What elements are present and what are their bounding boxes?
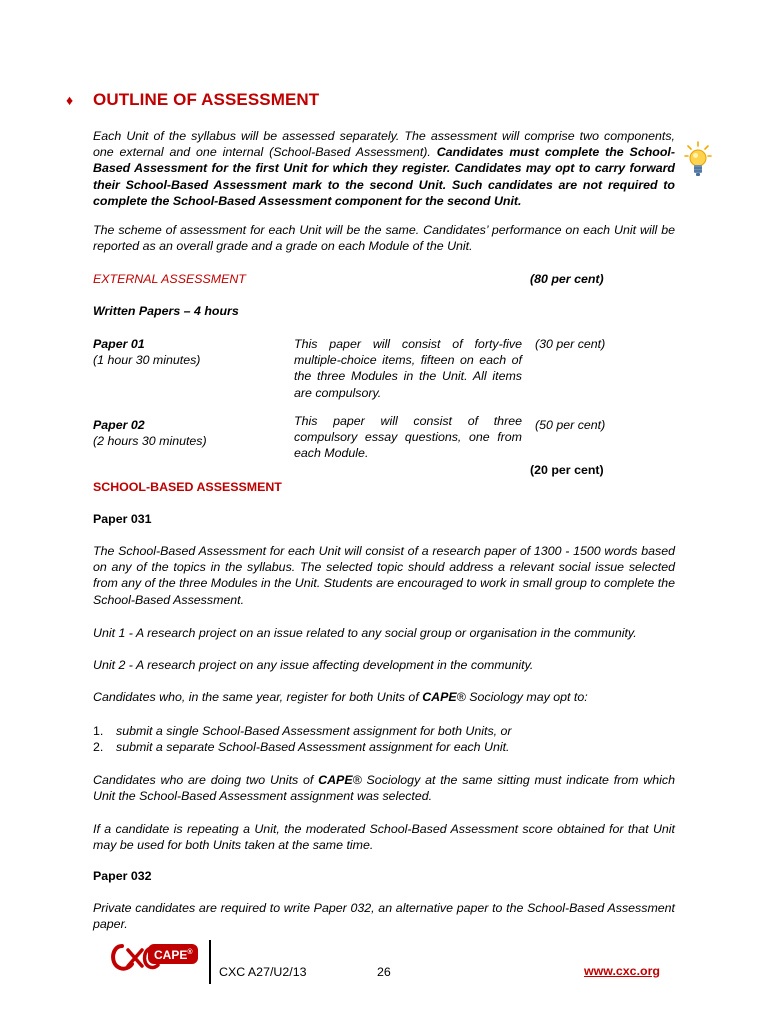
paper02-description: This paper will consist of three compulsory essay questions, one from each Module. [294,414,522,461]
candidates2-before: Candidates who are doing two Units of [93,773,319,787]
footer-divider [209,940,211,984]
intro-paragraph [93,128,675,209]
lightbulb-icon [684,141,712,179]
candidates-two-units [93,772,675,804]
cape-name: CAPE [318,773,353,787]
cape-logo-text [154,946,193,962]
cxc-website-link[interactable]: www.cxc.org [584,964,660,978]
logo-reg: ® [187,949,193,956]
paper02-duration: (2 hours 30 minutes) [93,434,207,448]
paper02-title: Paper 02 [93,418,145,432]
repeating-paragraph: If a candidate is repeating a Unit, the moderated School-Based Assessment score obtained for that Unit may be used for both Units taken at the same time. [93,822,675,853]
paper02-percent: (50 per cent) [535,418,606,432]
candidates1-before: Candidates who, in the same year, register for both Units of [93,690,423,704]
paper01-percent: (30 per cent) [535,337,606,351]
list-item-text: submit a single School-Based Assessment assignment for both Units, or [116,724,512,738]
syllabus-code: CXC A27/U2/13 [219,965,307,979]
list-item: 2. [93,740,104,754]
paper032-title: Paper 032 [93,869,152,883]
unit2-text: Unit 2 - A research project on any issue affecting development in the community. [93,658,534,672]
candidates2-after: Sociology at the same sitting must indicate from which Unit the School-Based Assessment assignment was selected. [93,773,675,804]
sba-percent: (20 per cent) [530,463,604,477]
list-item-text: submit a separate School-Based Assessment assignment for each Unit. [116,740,510,754]
sba-paragraph: The School-Based Assessment for each Unit will consist of a research paper of 1300 - 1500 words based on any of the topics in the syllabus. The selected topic should address a relevant social issue selected from any of the three Modules in the Unit. Students are encouraged to work in small group to complete the School-Based Assessment. [93,544,675,607]
list-item: 1. [93,724,104,738]
heading-bullet: ♦ [66,92,74,108]
sba-label: SCHOOL-BASED ASSESSMENT [93,480,282,494]
cape-reg: ® [352,773,362,787]
paper031-title: Paper 031 [93,512,152,526]
logo-text: CAPE [154,948,188,962]
scheme-paragraph: The scheme of assessment for each Unit will be the same. Candidates’ performance on each Unit will be reported as an overall grade and a grade on each Module of the Unit. [93,223,675,254]
paper01-description: This paper will consist of forty-five multiple-choice items, fifteen on each of the three Modules in the Unit. All items are compulsory. [294,337,522,400]
cape-reg: ® [456,690,466,704]
unit1-text: Unit 1 - A research project on an issue related to any social group or organisation in the community. [93,626,637,640]
page-number: 26 [377,965,391,979]
cape-name: CAPE [422,690,457,704]
candidates1-after: Sociology may opt to: [465,690,588,704]
external-assessment-label: EXTERNAL ASSESSMENT [93,272,246,286]
paper01-title: Paper 01 [93,337,145,351]
intro-bold: Candidates must complete the School-Based Assessment for the first Unit for which they register. Candidates may opt to carry forward their School-Based Assessment mark to the second Unit. Such candidates are not required to complete the School-Based Assessment component for the second Unit. [93,145,675,208]
candidates-both-units [93,689,693,705]
paper01-duration: (1 hour 30 minutes) [93,353,201,367]
written-papers-label: Written Papers – 4 hours [93,304,239,318]
paper032-text: Private candidates are required to write Paper 032, an alternative paper to the School-Based Assessment paper. [93,901,675,932]
cxc-logo [108,940,200,976]
intro-normal: Each Unit of the syllabus will be assessed separately. The assessment will comprise two components, one external and one internal (School-Based Assessment). [93,129,675,160]
external-assessment-percent: (80 per cent) [530,272,604,286]
page-title: OUTLINE OF ASSESSMENT [93,90,320,109]
